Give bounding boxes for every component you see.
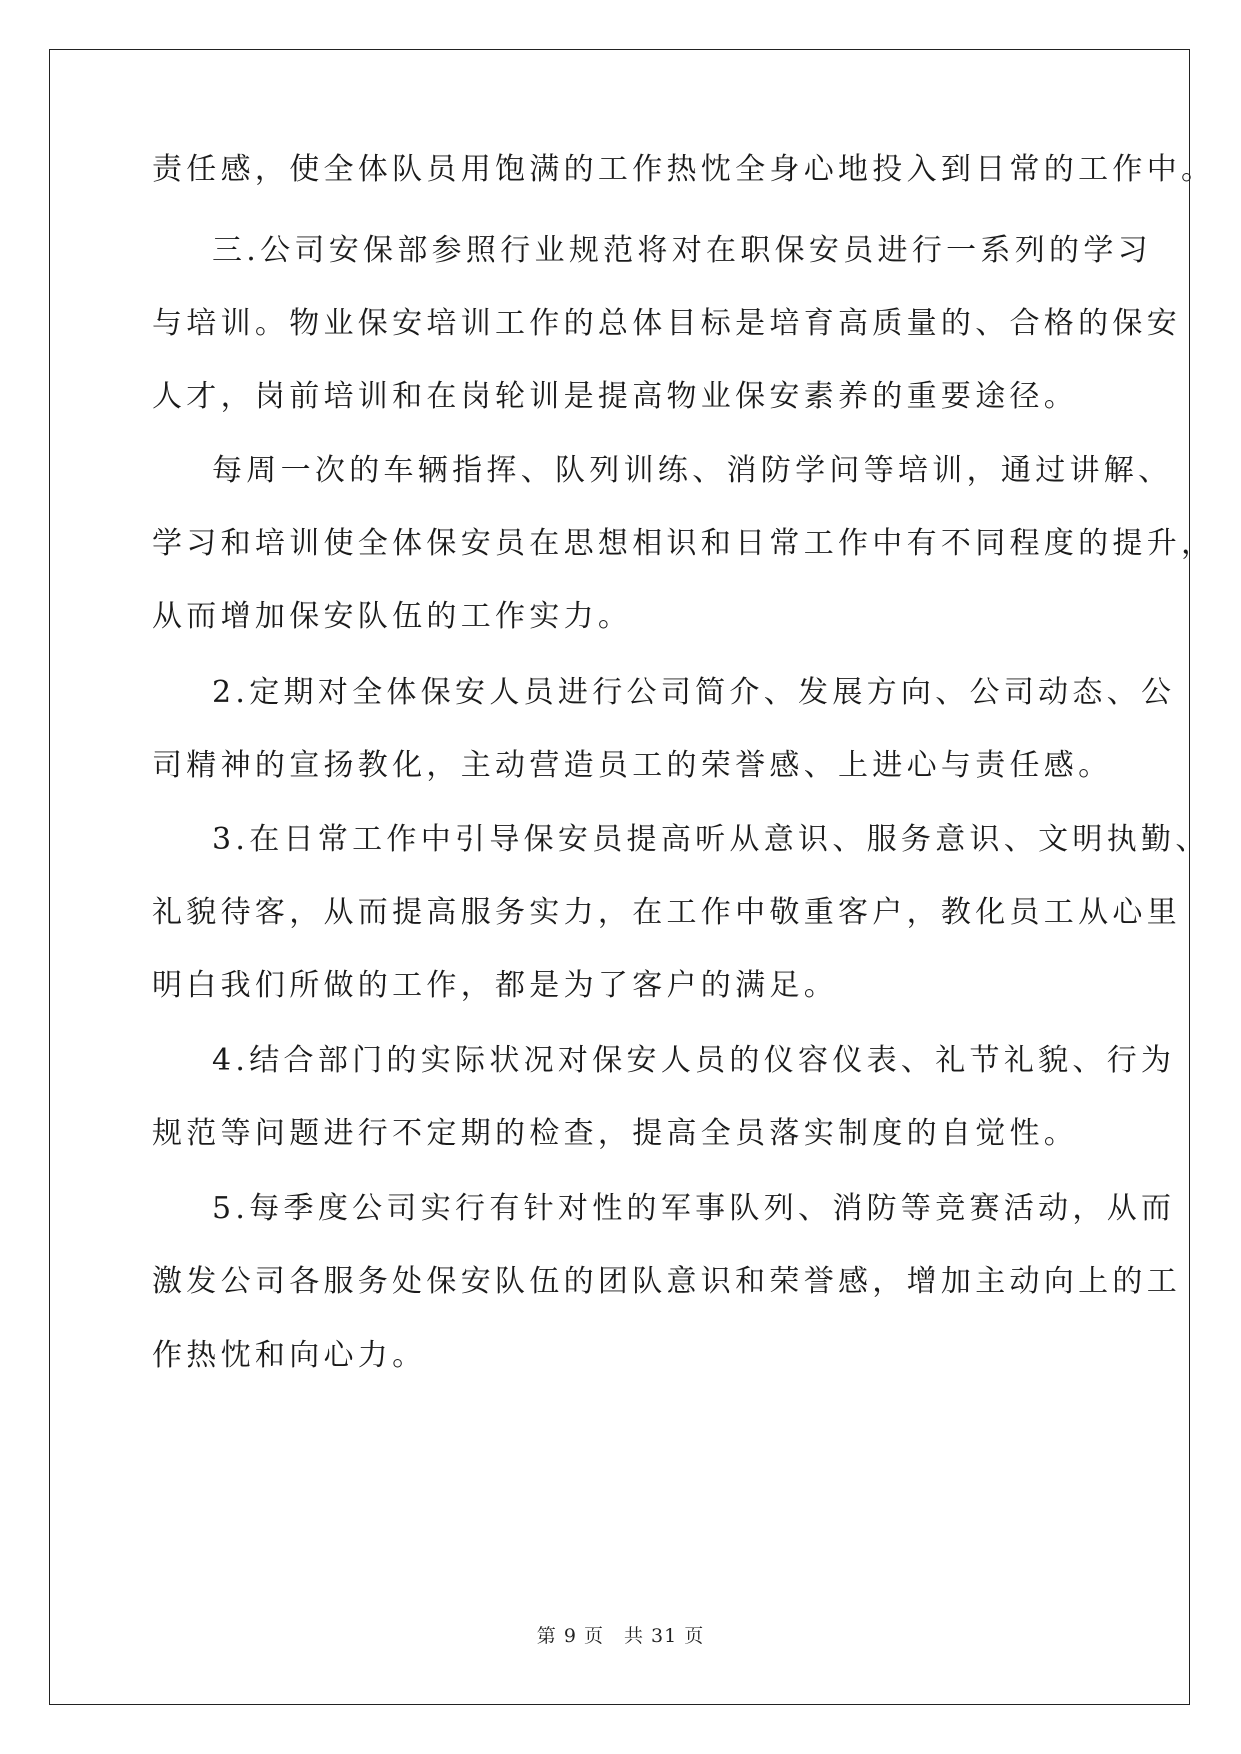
- text-line: 每周一次的车辆指挥、队列训练、消防学问等培训，通过讲解、: [212, 453, 1173, 488]
- text-line: 5.每季度公司实行有针对性的军事队列、消防等竞赛活动，从而: [212, 1191, 1176, 1226]
- text-line: 作热忱和向心力。: [152, 1338, 427, 1373]
- text-line: 2.定期对全体保安人员进行公司简介、发展方向、公司动态、公: [212, 675, 1176, 710]
- text-line: 3.在日常工作中引导保安员提高听从意识、服务意识、文明执勤、: [212, 822, 1210, 857]
- text-line: 学习和培训使全体保安员在思想相识和日常工作中有不同程度的提升，: [152, 526, 1216, 561]
- text-line: 人才，岗前培训和在岗轮训是提高物业保安素养的重要途径。: [152, 379, 1079, 414]
- text-line: 礼貌待客，从而提高服务实力，在工作中敬重客户，教化员工从心里: [152, 895, 1181, 930]
- text-line: 三.公司安保部参照行业规范将对在职保安员进行一系列的学习: [212, 233, 1152, 268]
- text-line: 4.结合部门的实际状况对保安人员的仪容仪表、礼节礼貌、行为: [212, 1043, 1176, 1078]
- text-line: 责任感，使全体队员用饱满的工作热忱全身心地投入到日常的工作中。: [152, 152, 1216, 187]
- text-line: 明白我们所做的工作，都是为了客户的满足。: [152, 968, 838, 1003]
- text-line: 司精神的宣扬教化，主动营造员工的荣誉感、上进心与责任感。: [152, 748, 1113, 783]
- page-number: 第 9 页 共 31 页: [536, 1625, 705, 1647]
- page-border: [49, 49, 1190, 1705]
- text-line: 从而增加保安队伍的工作实力。: [152, 599, 633, 634]
- text-line: 与培训。物业保安培训工作的总体目标是培育高质量的、合格的保安: [152, 306, 1181, 341]
- text-line: 激发公司各服务处保安队伍的团队意识和荣誉感，增加主动向上的工: [152, 1264, 1181, 1299]
- text-line: 规范等问题进行不定期的检查，提高全员落实制度的自觉性。: [152, 1116, 1079, 1151]
